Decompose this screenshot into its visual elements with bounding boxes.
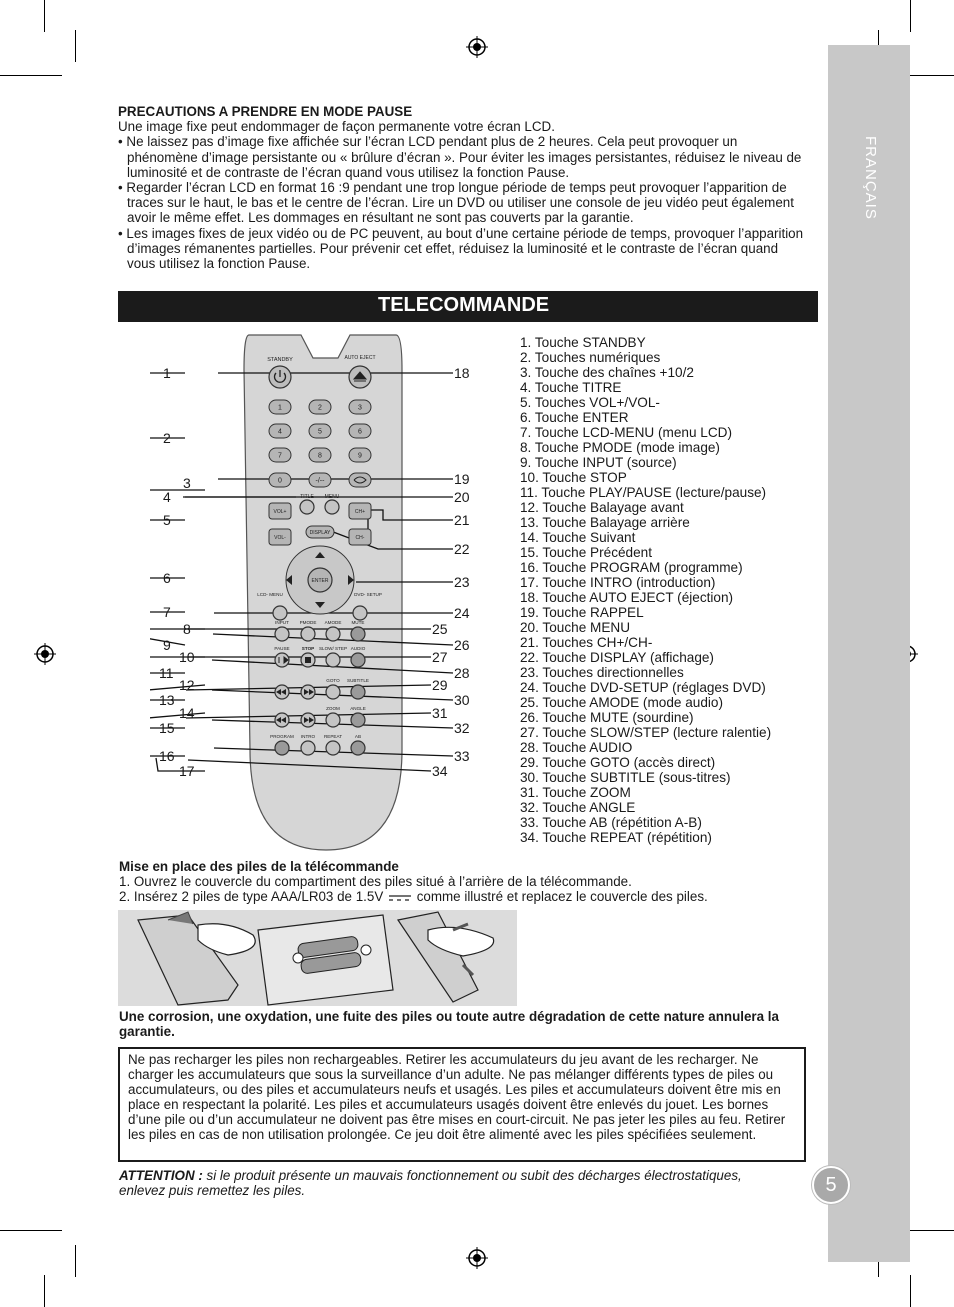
callout-number: 13 — [159, 692, 175, 708]
ab-button[interactable] — [351, 741, 365, 755]
ch-up-label: CH+ — [354, 509, 366, 515]
list-item: 7. Touche LCD-MENU (menu LCD) — [520, 425, 733, 440]
callout-number: 5 — [163, 512, 171, 528]
intro-label: INTRO — [300, 734, 316, 739]
digit-label: 8 — [318, 452, 322, 460]
crop-mark — [75, 1245, 76, 1277]
crop-mark — [44, 0, 45, 32]
section-title: TELECOMMANDE — [378, 294, 550, 316]
battery-step — [119, 889, 708, 904]
input-button[interactable] — [275, 627, 289, 641]
batteries-steps — [119, 874, 708, 904]
pause-precautions-section — [118, 104, 808, 271]
play-pause-label: PAUSE — [274, 646, 290, 651]
callout-number: 19 — [454, 471, 470, 487]
list-item: 19. Touche RAPPEL — [520, 605, 644, 620]
callout-number: 18 — [454, 365, 470, 381]
remote-control-diagram — [150, 330, 510, 855]
pause-intro-text: Une image fixe peut endommager de façon permanente votre écran LCD. — [118, 119, 555, 135]
callout-number: 15 — [159, 720, 175, 736]
registration-mark-icon — [466, 1247, 488, 1269]
intro-button[interactable] — [301, 741, 315, 755]
list-item: 28. Touche AUDIO — [520, 740, 633, 755]
callout-number: 12 — [179, 677, 195, 693]
battery-warning-text: Une corrosion, une oxydation, une fuite des piles ou toute autre dégradation de cette nature annulera la garantie. — [119, 1009, 779, 1039]
dvd-setup-button[interactable] — [353, 606, 367, 620]
callout-number: 31 — [432, 705, 448, 721]
auto-eject-label: AUTO EJECT — [344, 355, 376, 361]
callout-number: 30 — [454, 692, 470, 708]
repeat-button[interactable] — [326, 741, 340, 755]
list-item: 26. Touche MUTE (sourdine) — [520, 710, 694, 725]
repeat-label: REPEAT — [323, 734, 343, 739]
callout-number: 11 — [159, 665, 174, 681]
title-button[interactable] — [300, 500, 314, 514]
lcd-menu-label: LCD- MENU — [257, 592, 283, 597]
list-item: 2. Touches numériques — [520, 350, 661, 365]
digit-label: -/-- — [315, 477, 325, 485]
callout-number: 8 — [183, 621, 191, 637]
list-item: 27. Touche SLOW/STEP (lecture ralentie) — [520, 725, 772, 740]
program-label: PROGRAM — [270, 734, 294, 739]
crop-mark — [44, 1275, 45, 1307]
list-item: 25. Touche AMODE (mode audio) — [520, 695, 724, 710]
list-item: • Les images fixes de jeux vidéo ou de PC peuvent, au bout d’une certaine période de temps, provoquer l’apparition d’images rémanentes partielles. Pour prévenir cet effet, réduisez la luminosité et le contraste de l’écran quand vous utilisez la fonction Pause. — [118, 225, 804, 272]
crop-mark — [0, 75, 62, 76]
ch-down-label: CH- — [355, 535, 365, 541]
list-item: 33. Touche AB (répétition A-B) — [520, 815, 702, 830]
battery-installation-illustration — [118, 910, 517, 1006]
callout-number: 22 — [454, 541, 470, 557]
pause-precautions-heading: PRECAUTIONS A PRENDRE EN MODE PAUSE — [118, 104, 413, 119]
language-side-tab — [828, 45, 910, 1262]
list-item: 29. Touche GOTO (accès direct) — [520, 755, 716, 770]
list-item: 6. Touche ENTER — [520, 410, 629, 425]
list-item: 15. Touche Précédent — [520, 545, 653, 560]
callout-number: 1 — [163, 365, 171, 381]
list-item: 3. Touche des chaînes +10/2 — [520, 365, 694, 380]
standby-label: STANDBY — [267, 357, 293, 363]
digit-label: 1 — [278, 404, 282, 412]
callout-number: 26 — [454, 637, 470, 653]
crop-mark — [910, 1275, 911, 1307]
enter-label: ENTER — [311, 578, 329, 584]
stop-icon — [305, 657, 311, 663]
list-item: • Regarder l’écran LCD en format 16 :9 pendant une trop longue période de temps peut provoquer l’apparition de traces sur le haut, le bas et le centre de l’écran. Lire un DVD ou utiliser une console de jeu vidéo peut également avoir le même effet. Les dommages en résultant ne sont pas couverts par la garantie. — [118, 180, 794, 226]
callout-number: 32 — [454, 720, 470, 736]
goto-button[interactable] — [326, 685, 340, 699]
subtitle-label: SUBTITLE — [347, 678, 369, 683]
callout-number: 34 — [432, 763, 448, 779]
title-label: TITLE — [300, 494, 314, 500]
section-banner — [118, 291, 818, 322]
amode-button[interactable] — [326, 627, 340, 641]
list-item: 32. Touche ANGLE — [520, 800, 636, 815]
list-item: 21. Touches CH+/CH- — [520, 635, 653, 650]
stop-label: STOP — [301, 646, 315, 651]
subtitle-button[interactable] — [351, 685, 365, 699]
callout-number: 9 — [163, 637, 171, 653]
registration-mark-icon — [34, 643, 56, 665]
callout-number: 10 — [179, 649, 195, 665]
callout-number: 6 — [163, 570, 171, 586]
zoom-label: ZOOM — [326, 706, 340, 711]
list-item: 11. Touche PLAY/PAUSE (lecture/pause) — [520, 485, 767, 500]
pmode-button[interactable] — [301, 627, 315, 641]
mute-label: MUTE — [351, 620, 365, 625]
button-legend-list — [520, 335, 771, 845]
pmode-label: PMODE — [299, 620, 317, 625]
list-item: 20. Touche MENU — [520, 620, 631, 635]
callout-number: 28 — [454, 665, 470, 681]
callout-number: 20 — [454, 489, 470, 505]
callout-number: 25 — [432, 621, 448, 637]
list-item: 1. Touche STANDBY — [520, 335, 646, 350]
menu-label: MENU — [324, 494, 340, 500]
list-item: 23. Touches directionnelles — [520, 665, 684, 680]
digit-label: 0 — [278, 477, 282, 485]
attention-text: si le produit présente un mauvais fonctionnement ou subit des décharges électrostatiques, enlevez puis remettez les piles. — [119, 1168, 742, 1199]
vol-up-label: VOL+ — [273, 509, 287, 515]
list-item: 30. Touche SUBTITLE (sous-titres) — [520, 770, 731, 785]
callout-number: 14 — [179, 705, 195, 721]
list-item: 4. Touche TITRE — [520, 380, 622, 395]
digit-label: 7 — [278, 452, 282, 460]
registration-mark-icon — [466, 36, 488, 58]
crop-mark — [0, 1230, 62, 1231]
crop-mark — [910, 0, 911, 32]
list-item: 12. Touche Balayage avant — [520, 500, 684, 515]
list-item: 16. Touche PROGRAM (programme) — [520, 560, 743, 575]
attention-note — [119, 1168, 759, 1198]
angle-button[interactable] — [351, 713, 365, 727]
list-item: 22. Touche DISPLAY (affichage) — [520, 650, 714, 665]
attention-label: ATTENTION : — [119, 1168, 203, 1183]
callout-number: 21 — [454, 512, 470, 528]
list-item: 5. Touches VOL+/VOL- — [520, 395, 660, 410]
amode-label: AMODE — [324, 620, 342, 625]
list-item: 31. Touche ZOOM — [520, 785, 631, 800]
callout-number: 29 — [432, 677, 448, 693]
digit-label: 6 — [358, 428, 362, 436]
list-item: 14. Touche Suivant — [520, 530, 636, 545]
language-label: FRANÇAIS — [862, 136, 879, 220]
program-button[interactable] — [275, 741, 289, 755]
crop-mark — [75, 30, 76, 62]
menu-button[interactable] — [325, 500, 339, 514]
battery-safety-box: Ne pas recharger les piles non rechargeables. Retirer les accumulateurs du jeu avant de les recharger. Ne charger les accumulateurs que sous la surveillance d’un adulte. Ne pas mélanger différents types de piles ou accumulateurs, ou des piles et accumulateurs neufs et usagés. Les piles et accumulateurs doivent être mis en place en respectant la polarité. Les piles et accumulateurs usagés doivent être enlevés du jouet. Les bornes d’une pile ou d’un accumulateur ne doivent pas être mises en court-circuit. Ne pas jeter les piles au feu. Retirer les piles en cas de non utilisation prolongée. Ce jeu doit être alimenté avec les piles spécifiées seulement. — [118, 1047, 806, 1162]
ab-label: AB — [354, 734, 362, 739]
list-item: 34. Touche REPEAT (répétition) — [520, 830, 712, 845]
mute-button[interactable] — [351, 627, 365, 641]
list-item: 10. Touche STOP — [520, 470, 627, 485]
pause-bullet-list — [118, 134, 808, 271]
dvd-setup-label: DVD- SETUP — [354, 592, 382, 597]
zoom-button[interactable] — [326, 713, 340, 727]
callout-number: 24 — [454, 605, 470, 621]
dc-current-icon — [387, 893, 413, 903]
angle-label: ANGLE — [350, 706, 366, 711]
slow-step-button[interactable] — [326, 653, 340, 667]
digit-label: 9 — [358, 452, 362, 460]
callout-number: 3 — [183, 475, 191, 491]
digit-label: 5 — [318, 428, 322, 436]
digit-label: 3 — [358, 404, 362, 412]
battery-step: 1. Ouvrez le couvercle du compartiment des piles situé à l’arrière de la télécommande. — [119, 874, 632, 889]
insert-batteries-step — [258, 915, 393, 1005]
battery-step-text: comme illustré et replacez le couvercle des piles. — [416, 889, 708, 905]
display-label: DISPLAY — [309, 530, 331, 536]
page-number: 5 — [812, 1166, 850, 1204]
digit-label: 2 — [318, 404, 322, 412]
callout-number: 17 — [179, 763, 195, 779]
input-label: INPUT — [275, 620, 289, 625]
list-item: 8. Touche PMODE (mode image) — [520, 440, 720, 455]
list-item: 24. Touche DVD-SETUP (réglages DVD) — [520, 680, 766, 695]
goto-label: GOTO — [326, 678, 340, 683]
list-item: • Ne laissez pas d’image fixe affichée sur l’écran LCD pendant plus de 2 heures. Cela peut provoquer un phénomène d’image persistante ou « brûlure d’écran ». Pour éviter les images persistantes, réduisez le niveau de luminosité et de contraste de l’écran quand vous utilisez la fonction Pause. — [118, 134, 802, 180]
vol-down-label: VOL- — [274, 535, 286, 541]
list-item: 18. Touche AUTO EJECT (éjection) — [520, 590, 734, 605]
battery-step-text: 2. Insérez 2 piles de type AAA/LR03 de 1.5V — [119, 889, 384, 905]
callout-number: 7 — [163, 604, 171, 620]
audio-button[interactable] — [351, 653, 365, 667]
audio-label: AUDIO — [350, 646, 366, 651]
callout-number: 33 — [454, 748, 470, 764]
recall-button[interactable] — [349, 473, 371, 487]
list-item: 9. Touche INPUT (source) — [520, 455, 677, 470]
callout-number: 16 — [159, 748, 175, 764]
callout-number: 4 — [163, 489, 171, 505]
digit-label: 4 — [278, 428, 282, 436]
batteries-heading: Mise en place des piles de la télécommande — [119, 859, 399, 874]
list-item: 17. Touche INTRO (introduction) — [520, 575, 716, 590]
list-item: 13. Touche Balayage arrière — [520, 515, 690, 530]
lcd-menu-button[interactable] — [273, 606, 287, 620]
slow-step-label: SLOW/ STEP — [318, 646, 348, 651]
callout-number: 27 — [432, 649, 448, 665]
callout-number: 2 — [163, 430, 171, 446]
callout-number: 23 — [454, 574, 470, 590]
